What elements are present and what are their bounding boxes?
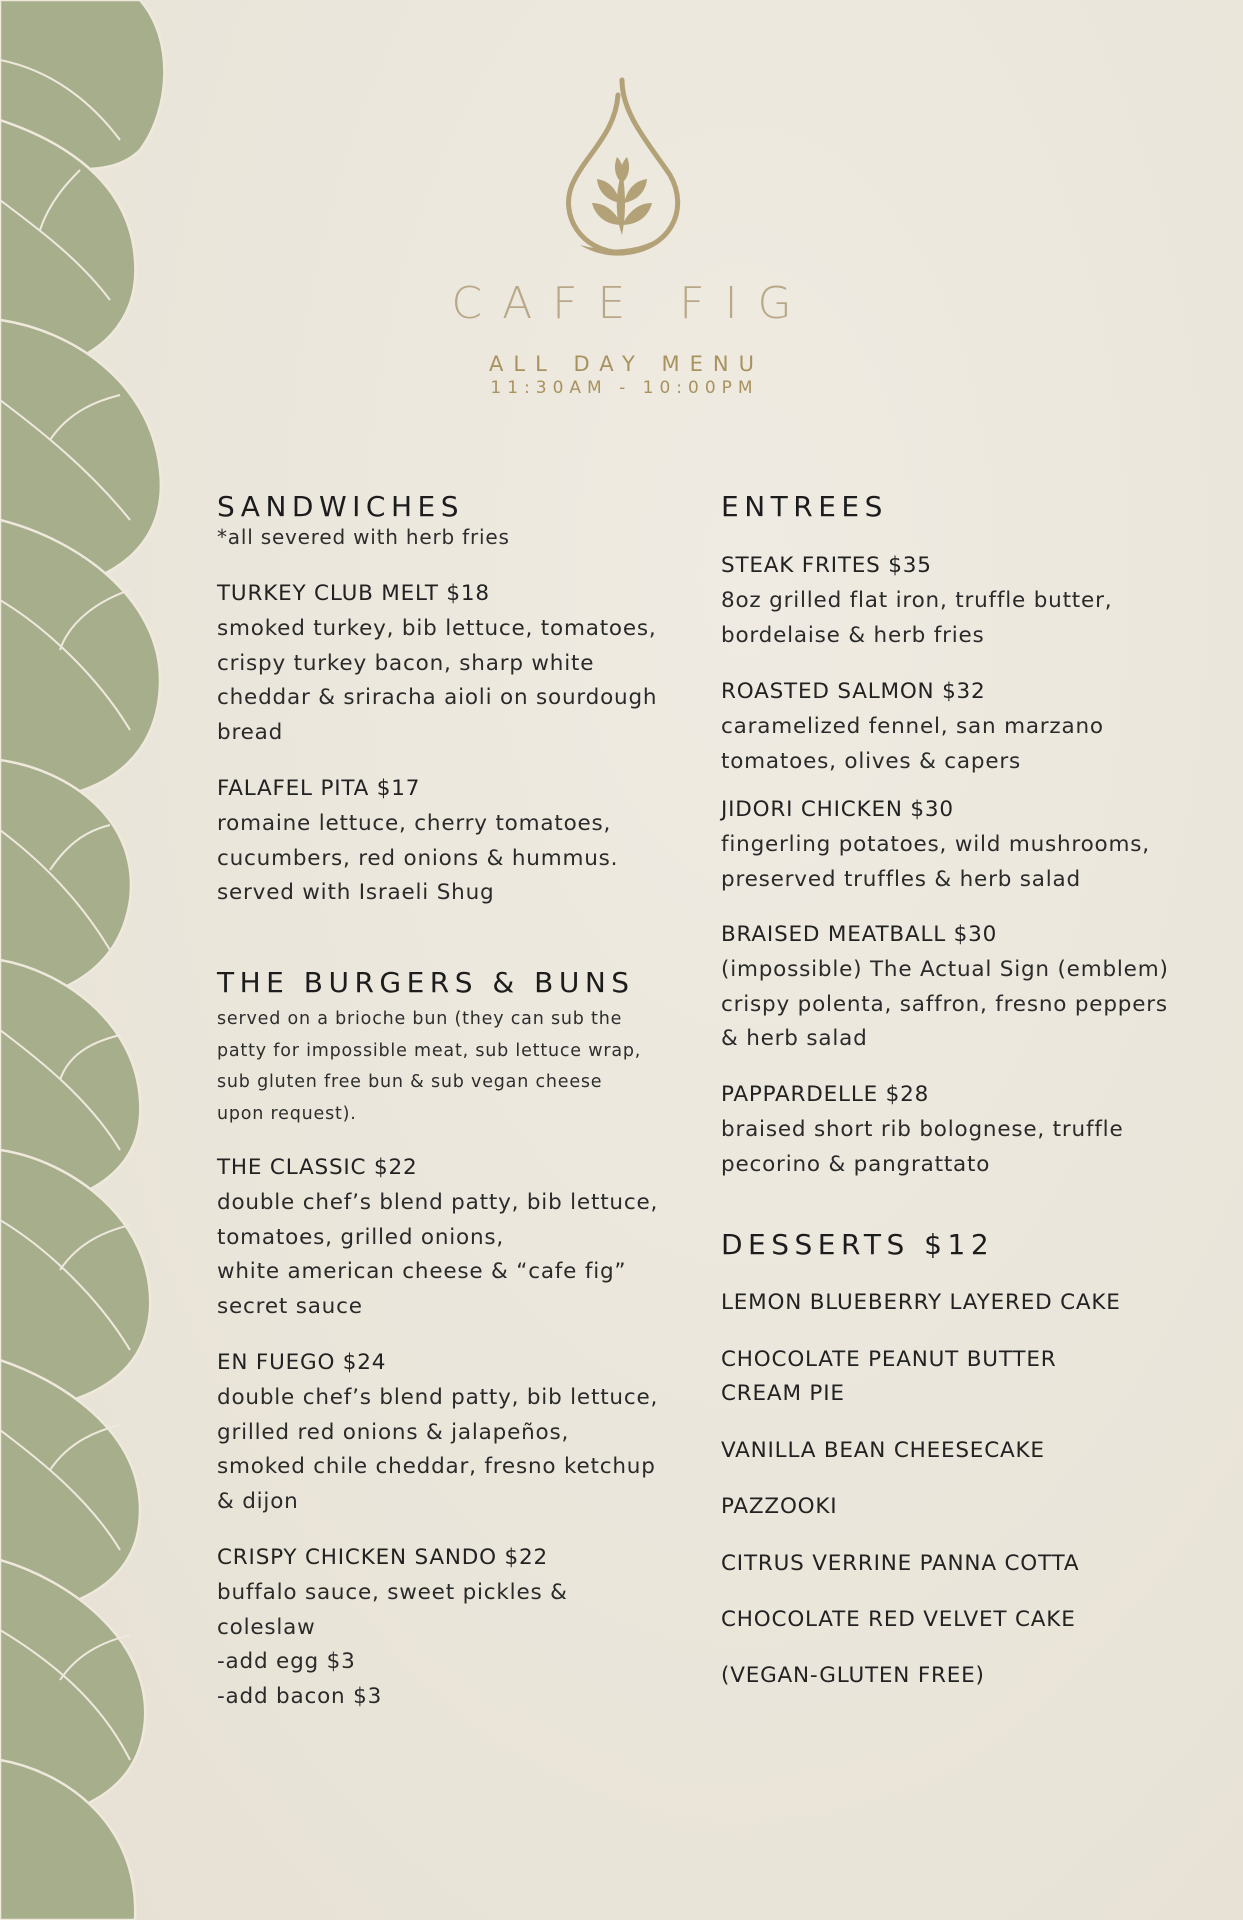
dessert-item: (VEGAN-GLUTEN FREE) — [721, 1663, 985, 1688]
menu-item-title: FALAFEL PITA $17 — [217, 776, 421, 801]
dessert-item: PAZZOOKI — [721, 1494, 838, 1519]
section-heading-sandwiches: SANDWICHES — [217, 490, 464, 523]
menu-item-description: double chef’s blend patty, bib lettuce, grilled red onions & jalapeños, smoked chile cheddar, fresno ketchup & dijon — [217, 1385, 659, 1514]
menu-item-title: ROASTED SALMON $32 — [721, 679, 986, 704]
dessert-item: CHOCOLATE PEANUT BUTTER CREAM PIE — [721, 1347, 1057, 1406]
menu-item-description: romaine lettuce, cherry tomatoes, cucumbers, red onions & hummus. served with Israeli Shug — [217, 811, 619, 905]
section-heading-desserts: DESSERTS $12 — [721, 1228, 995, 1261]
burgers-note: served on a brioche bun (they can sub the patty for impossible meat, sub lettuce wrap, sub gluten free bun & sub vegan cheese upon request). — [217, 1009, 642, 1124]
sandwiches-note: *all severed with herb fries — [217, 525, 510, 549]
menu-item-title: JIDORI CHICKEN $30 — [721, 797, 954, 822]
menu-item-description: double chef’s blend patty, bib lettuce, tomatoes, grilled onions, white american cheese & “cafe fig” secret sauce — [217, 1190, 659, 1319]
menu-item-title: BRAISED MEATBALL $30 — [721, 922, 998, 947]
menu-item-description: braised short rib bolognese, truffle pecorino & pangrattato — [721, 1117, 1124, 1177]
menu-item-description: smoked turkey, bib lettuce, tomatoes, crispy turkey bacon, sharp white cheddar & sriracha aioli on sourdough bread — [217, 616, 658, 745]
brand-name: CAFE FIG — [451, 278, 812, 329]
dessert-item: LEMON BLUEBERRY LAYERED CAKE — [721, 1290, 1121, 1315]
menu-item-title: CRISPY CHICKEN SANDO $22 — [217, 1545, 548, 1570]
menu-item-title: STEAK FRITES $35 — [721, 553, 932, 578]
menu-item-description: buffalo sauce, sweet pickles & coleslaw -add egg $3 -add bacon $3 — [217, 1580, 568, 1709]
section-heading-entrees: ENTREES — [721, 490, 888, 523]
menu-hours: 11:30AM - 10:00PM — [490, 378, 759, 398]
section-heading-burgers: THE BURGERS & BUNS — [217, 966, 635, 999]
menu-item-title: THE CLASSIC $22 — [217, 1155, 418, 1180]
menu-item-title: EN FUEGO $24 — [217, 1350, 387, 1375]
dessert-item: VANILLA BEAN CHEESECAKE — [721, 1438, 1045, 1463]
menu-item-description: (impossible) The Actual Sign (emblem) crispy polenta, saffron, fresno peppers & herb salad — [721, 957, 1169, 1051]
drop-with-sprig-icon — [560, 75, 684, 260]
dessert-item: CHOCOLATE RED VELVET CAKE — [721, 1607, 1076, 1632]
menu-item-description: fingerling potatoes, wild mushrooms, preserved truffles & herb salad — [721, 832, 1150, 892]
menu-item-title: TURKEY CLUB MELT $18 — [217, 581, 490, 606]
dessert-item: CITRUS VERRINE PANNA COTTA — [721, 1551, 1080, 1576]
menu-item-title: PAPPARDELLE $28 — [721, 1082, 930, 1107]
menu-item-description: 8oz grilled flat iron, truffle butter, bordelaise & herb fries — [721, 588, 1113, 648]
menu-title: ALL DAY MENU — [489, 352, 764, 376]
menu-item-description: caramelized fennel, san marzano tomatoes, olives & capers — [721, 714, 1104, 774]
